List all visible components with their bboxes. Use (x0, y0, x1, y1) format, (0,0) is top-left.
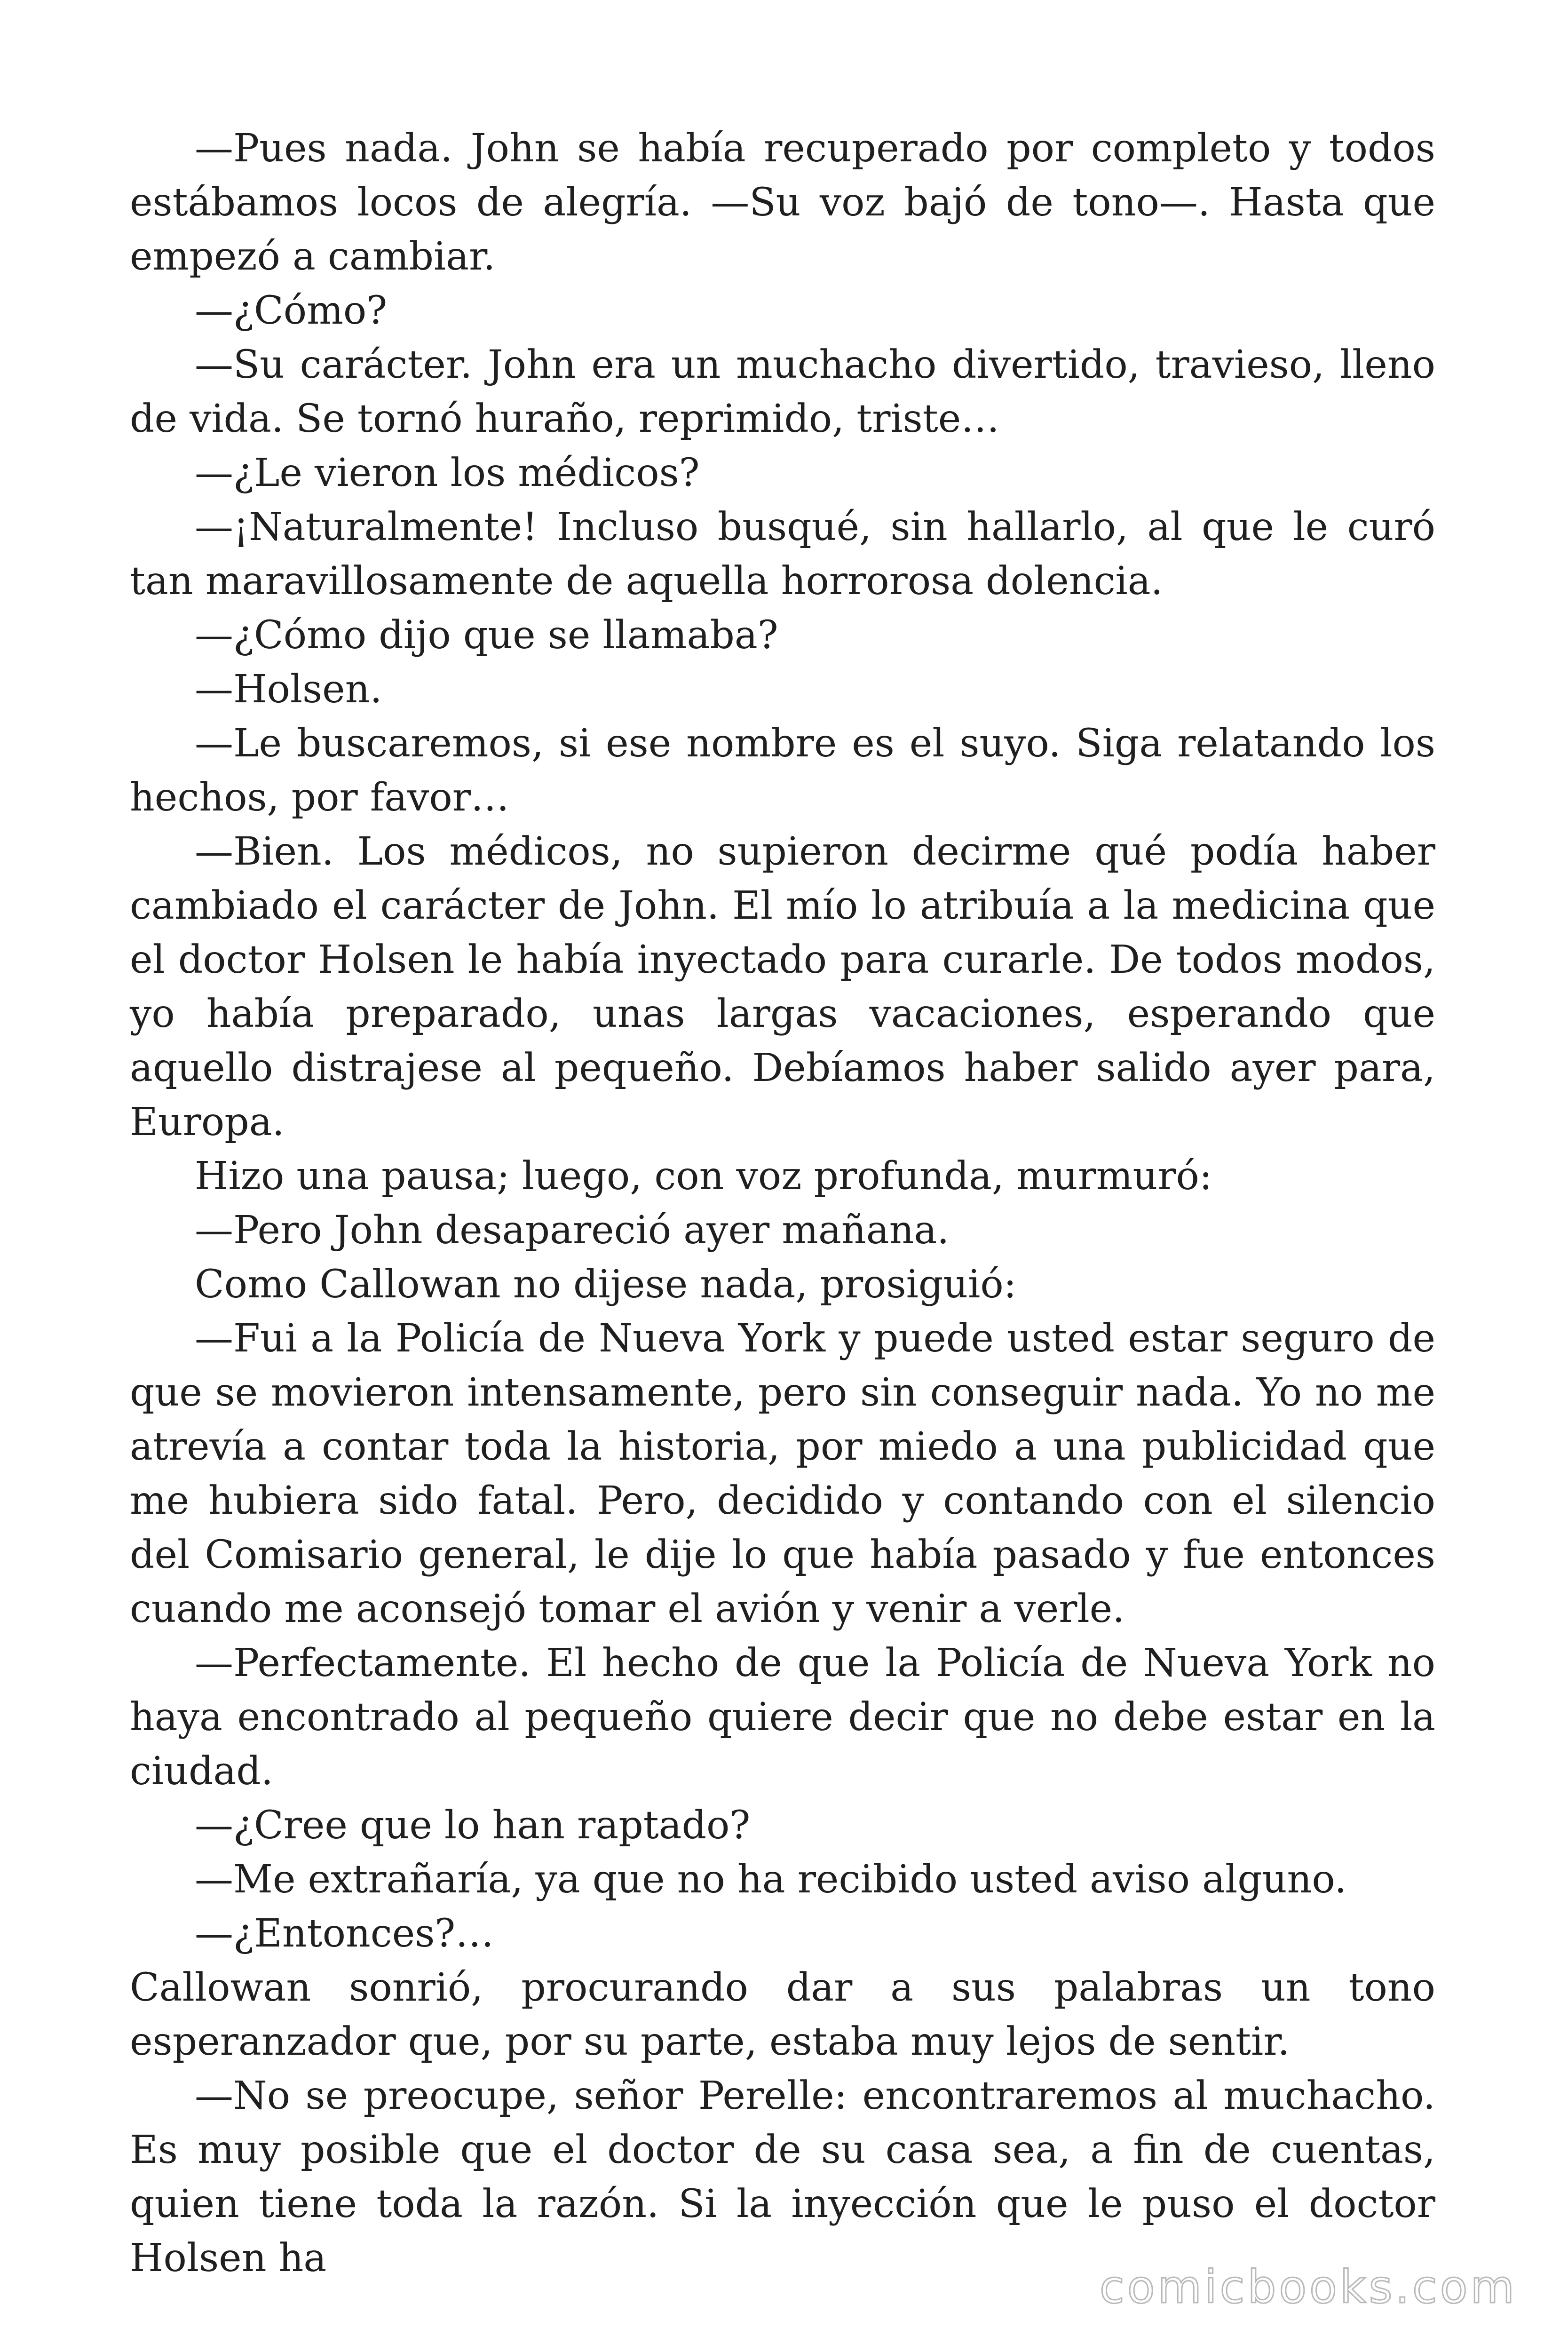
paragraph: Callowan sonrió, procurando dar a sus palabras un tono esperanzador que, por su parte, estaba muy lejos de sentir. (130, 1965, 1435, 2064)
paragraph: —Bien. Los médicos, no supieron decirme qué podía haber cambiado el carácter de John. El mío lo atribuía a la medicina que el doctor Holsen le había inyectado para curarle. De todos modos, yo había preparado, unas largas vacaciones, esperando que aquello distrajese al pequeño. Debíamos haber salido ayer para, Europa. (130, 829, 1435, 1144)
paragraph: —¡Naturalmente! Incluso busqué, sin hallarlo, al que le curó tan maravillosamente de aquella horrorosa dolencia. (130, 505, 1435, 604)
paragraph: —Me extrañaría, ya que no ha recibido usted aviso alguno. (195, 1857, 1347, 1902)
paragraph: —¿Cree que lo han raptado? (195, 1803, 751, 1848)
paragraph: —¿Le vieron los médicos? (195, 451, 700, 495)
paragraph: —Perfectamente. El hecho de que la Policía de Nueva York no haya encontrado al pequeño quiere decir que no debe estar en la ciudad. (130, 1641, 1435, 1794)
paragraph: —Holsen. (195, 667, 382, 712)
paragraph: —Pero John desapareció ayer mañana. (195, 1208, 950, 1253)
paragraph: —Le buscaremos, si ese nombre es el suyo. Siga relatando los hechos, por favor… (130, 721, 1435, 820)
watermark-text: comicbooks.com (1099, 2261, 1517, 2313)
paragraph: —¿Entonces?… (195, 1911, 494, 1956)
paragraph: Hizo una pausa; luego, con voz profunda, murmuró: (195, 1154, 1212, 1199)
paragraph: —¿Cómo? (195, 288, 388, 333)
paragraph: —Pues nada. John se había recuperado por completo y todos estábamos locos de alegría. —Su voz bajó de tono—. Hasta que empezó a cambiar. (130, 126, 1435, 279)
paragraph: —No se preocupe, señor Perelle: encontraremos al muchacho. Es muy posible que el doctor de su casa sea, a fin de cuentas, quien tiene toda la razón. Si la inyección que le puso el doctor Holsen ha (130, 2074, 1435, 2280)
paragraph: Como Callowan no dijese nada, prosiguió: (195, 1262, 1017, 1307)
paragraph: —Su carácter. John era un muchacho divertido, travieso, lleno de vida. Se tornó huraño, reprimido, triste… (130, 342, 1435, 441)
paragraph: —Fui a la Policía de Nueva York y puede usted estar seguro de que se movieron intensamente, pero sin conseguir nada. Yo no me atrevía a contar toda la historia, por miedo a una publicidad que me hubiera sido fatal. Pero, decidido y contando con el silencio del Comisario general, le dije lo que había pasado y fue entonces cuando me aconsejó tomar el avión y venir a verle. (130, 1316, 1435, 1631)
body-text (130, 121, 1435, 2285)
paragraph: —¿Cómo dijo que se llamaba? (195, 613, 778, 658)
